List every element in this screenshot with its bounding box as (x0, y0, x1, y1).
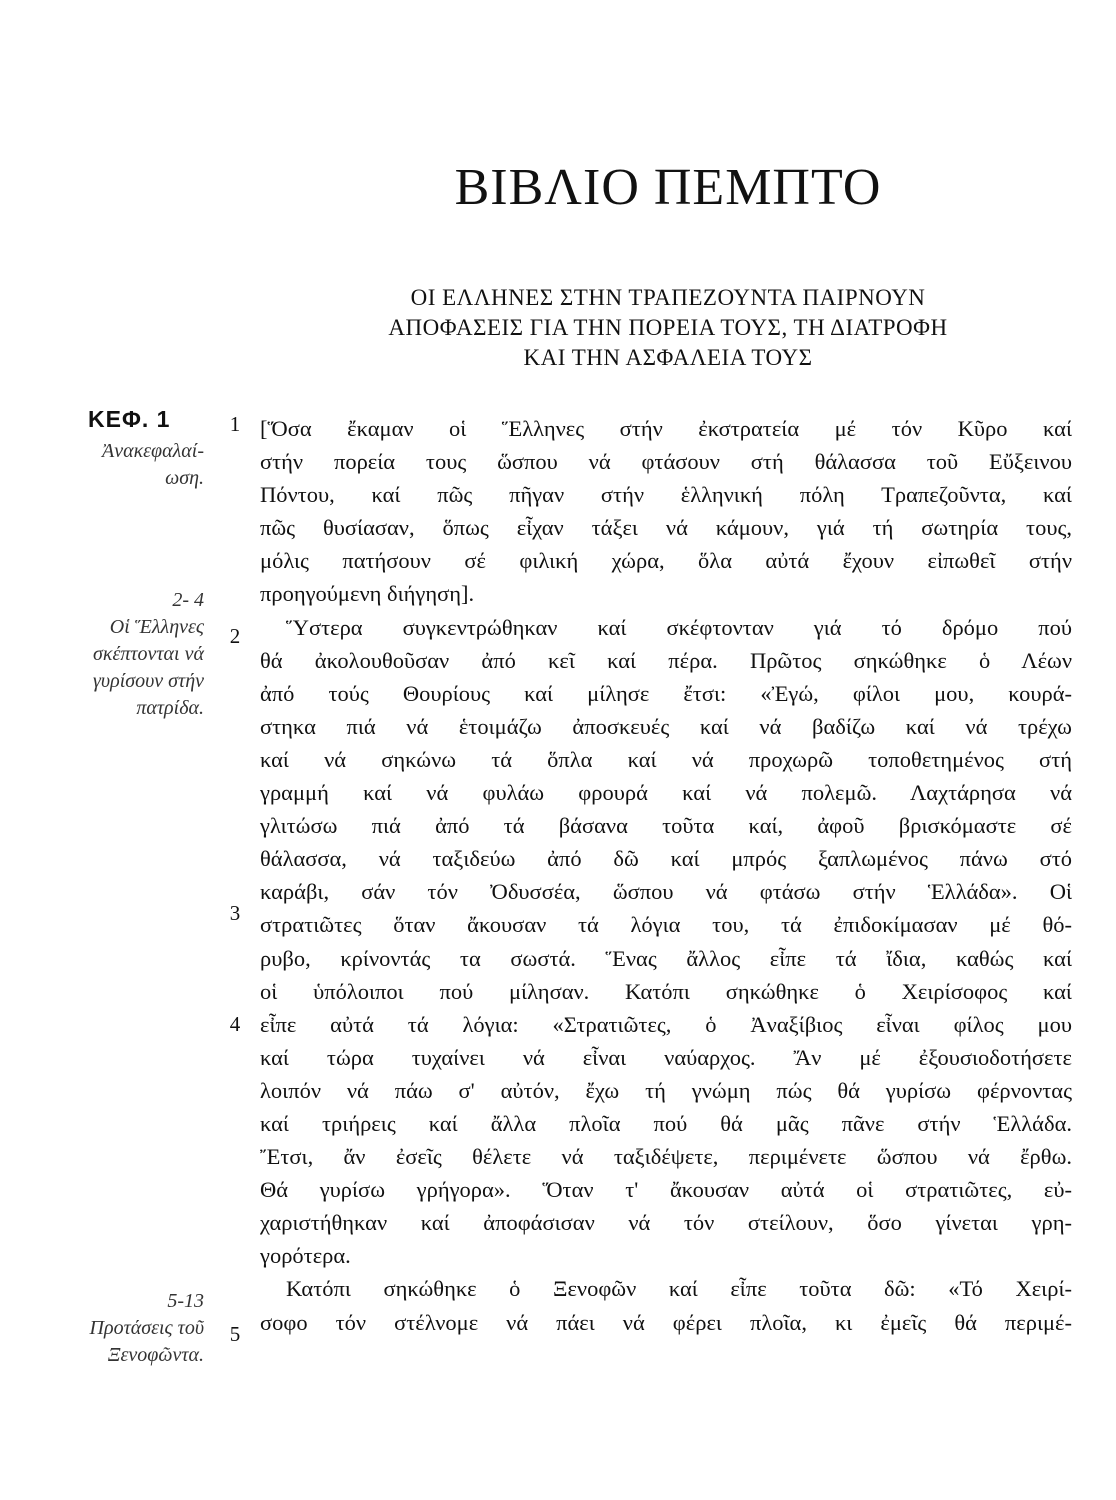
margin-note-line: σκέπτονται νά (93, 643, 204, 665)
margin-note-return (4, 587, 204, 722)
subtitle-line: ΑΠΟΦΑΣΕΙΣ ΓΙΑ ΤΗΝ ΠΟΡΕΙΑ ΤΟΥΣ, ΤΗ ΔΙΑΤΡΟΦΗ (388, 315, 948, 340)
paragraph-number: 2 (229, 624, 241, 648)
subtitle-line: ΟΙ ΕΛΛΗΝΕΣ ΣΤΗΝ ΤΡΑΠΕΖΟΥΝΤΑ ΠΑΙΡΝΟΥΝ (410, 285, 926, 310)
text-line: θάλασσα, νά ταξιδεύω ἀπό δῶ καί μπρός ξαπλωμένος πάνω στό (260, 846, 1072, 872)
text-line: καί τώρα τυχαίνει νά εἶναι ναύαρχος. Ἄν μέ ἐξουσιοδοτήσετε (260, 1044, 1072, 1070)
text-line: σοφο τόν στέλνομε νά πάει νά φέρει πλοῖα, κι ἐμεῖς θά περιμέ- (260, 1309, 1072, 1335)
text-line: γορότερα. (260, 1243, 351, 1269)
margin-note-proposals (4, 1288, 204, 1369)
margin-note-line: Ἀνακεφαλαί- (101, 440, 204, 462)
text-line: χαριστήθηκαν καί ἀποφάσισαν νά τόν στείλουν, ὅσο γίνεται γρη- (260, 1210, 1072, 1236)
text-line: εἶπε αὐτά τά λόγια: «Στρατιῶτες, ὁ Ἀναξίβιος εἶναι φίλος μου (260, 1011, 1072, 1037)
subtitle-line: ΚΑΙ ΤΗΝ ΑΣΦΑΛΕΙΑ ΤΟΥΣ (523, 345, 813, 370)
text-line: γραμμή καί νά φυλάω φρουρά καί νά πολεμῶ. Λαχτάρησα νά (260, 780, 1072, 806)
margin-note-line: Προτάσεις τοῦ (89, 1317, 204, 1339)
chapter-subtitle (290, 283, 1046, 373)
text-line: καί τριήρεις καί ἄλλα πλοῖα πού θά μᾶς πᾶνε στήν Ἑλλάδα. (260, 1110, 1072, 1136)
margin-note-range: 2- 4 (172, 589, 204, 611)
text-line: καί νά σηκώνω τά ὅπλα καί νά προχωρῶ τοποθετημένος στή (260, 746, 1072, 772)
text-line: Ἔτσι, ἄν ἐσεῖς θέλετε νά ταξιδέψετε, περιμένετε ὥσπου νά ἔρθω. (260, 1144, 1072, 1170)
paragraph-number: 3 (229, 901, 241, 925)
text-line: γλιτώσω πιά ἀπό τά βάσανα τοῦτα καί, ἀφοῦ βρισκόμαστε σέ (260, 813, 1072, 839)
text-line: Κατόπι σηκώθηκε ὁ Ξενοφῶν καί εἶπε τοῦτα δῶ: «Τό Χειρί- (286, 1276, 1072, 1302)
text-line: πῶς θυσίασαν, ὅπως εἶχαν τάξει νά κάμουν, γιά τή σωτηρία τους, (260, 515, 1072, 541)
text-line: ρυβο, κρίνοντάς τα σωστά. Ἕνας ἄλλος εἶπε τά ἴδια, καθώς καί (260, 945, 1072, 971)
text-line: λοιπόν νά πάω σ' αὐτόν, ἔχω τή γνώμη πώς θά γυρίσω φέρνοντας (260, 1077, 1072, 1103)
margin-note-range: 5-13 (167, 1290, 204, 1312)
text-line: Θά γυρίσω γρήγορα». Ὅταν τ' ἄκουσαν αὐτά οἱ στρατιῶτες, εὐ- (260, 1177, 1072, 1203)
chapter-label: ΚΕΦ. 1 (88, 406, 171, 432)
text-line: ἀπό τούς Θουρίους καί μίλησε ἔτσι: «Ἐγώ, φίλοι μου, κουρά- (260, 680, 1072, 706)
text-line: μόλις πατήσουν σέ φιλική χώρα, ὅλα αὐτά ἔχουν εἰπωθεῖ στήν (260, 548, 1072, 574)
body-text (260, 412, 1072, 1339)
margin-note-line: Ξενοφῶντα. (107, 1344, 204, 1366)
text-line: καράβι, σάν τόν Ὀδυσσέα, ὥσπου νά φτάσω στήν Ἑλλάδα». Οἱ (260, 879, 1072, 905)
text-line: προηγούμενη διήγηση]. (260, 581, 475, 607)
margin-note-recap (4, 438, 204, 492)
paragraph-number: 1 (229, 412, 241, 436)
margin-note-line: γυρίσουν στήν (93, 670, 204, 692)
margin-note-line: Οἱ Ἕλληνες (109, 616, 204, 638)
text-line: θά ἀκολουθοῦσαν ἀπό κεῖ καί πέρα. Πρῶτος σηκώθηκε ὁ Λέων (260, 647, 1072, 673)
text-line: στήν πορεία τους ὥσπου νά φτάσουν στή θάλασσα τοῦ Εὔξεινου (260, 449, 1072, 475)
text-line: Πόντου, καί πῶς πῆγαν στήν ἑλληνική πόλη Τραπεζοῦντα, καί (260, 482, 1072, 508)
margin-note-line: πατρίδα. (136, 697, 204, 719)
text-line: [Ὅσα ἔκαμαν οἱ Ἕλληνες στήν ἐκστρατεία μέ τόν Κῦρο καί (260, 416, 1072, 441)
text-line: στηκα πιά νά ἑτοιμάζω ἀποσκευές καί νά βαδίζω καί νά τρέχω (260, 713, 1072, 739)
text-line: οἱ ὑπόλοιποι πού μίλησαν. Κατόπι σηκώθηκε ὁ Χειρίσοφος καί (260, 978, 1072, 1004)
text-line: στρατιῶτες ὅταν ἄκουσαν τά λόγια του, τά ἐπιδοκίμασαν μέ θό- (260, 912, 1072, 938)
paragraph-number: 4 (229, 1012, 241, 1036)
margin-note-line: ωση. (165, 467, 204, 489)
paragraph-number: 5 (229, 1322, 241, 1346)
book-title: ΒΙΒΛΙΟ ΠΕΜΠΤΟ (454, 159, 882, 216)
text-line: Ὕστερα συγκεντρώθηκαν καί σκέφτονταν γιά τό δρόμο πού (286, 614, 1072, 640)
